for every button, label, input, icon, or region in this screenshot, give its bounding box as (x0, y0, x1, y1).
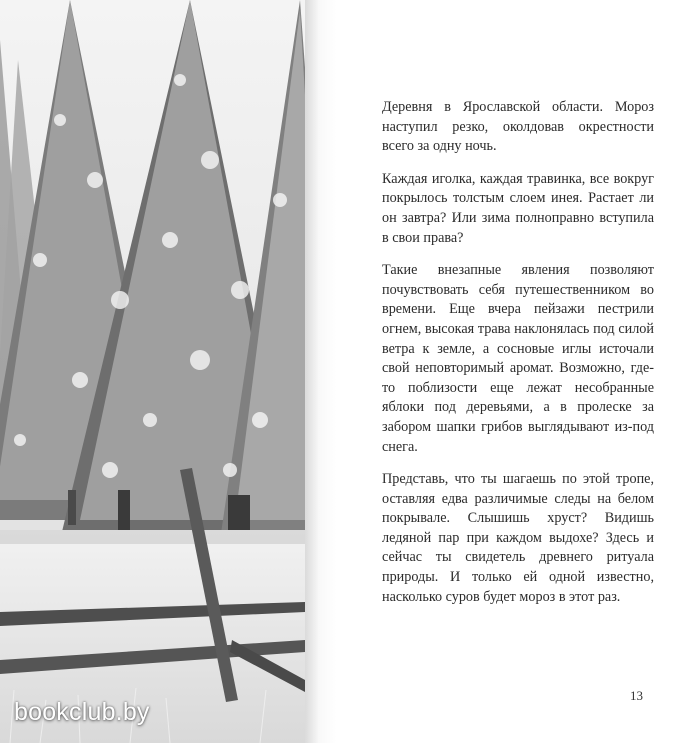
page-number: 13 (630, 688, 643, 703)
watermark-logo: bookclub.by (14, 698, 150, 726)
paragraph-3: Такие внезапные явления позволяют почувствовать себя путешественником во времени. Еще вчера пейзажи пестрили огнем, высокая трава наклонялась под силой ветра к земле, а сосновые иглы источали свой неповторимый аромат. Возможно, где-то поблизости еще лежат несобранные яблоки под деревьями, а в пролеске за забором шапки грибов выглядывают из-под снега. (382, 262, 654, 455)
frost-covered-spruce-trees-icon (0, 0, 305, 743)
paragraph-2: Каждая иголка, каждая травинка, все вокруг покрылось толстым слоем инея. Растает ли он завтра? Или зима полноправно вступила в свои права? (382, 170, 654, 246)
winter-forest-photo (0, 0, 305, 743)
book-gutter-shadow (305, 0, 319, 743)
paragraph-1: Деревня в Ярославской области. Мороз наступил резко, околдовав окрестности всего за одну ночь. (382, 99, 654, 155)
paragraph-4: Представь, что ты шагаешь по этой тропе, оставляя едва различимые следы на белом покрывале. Слышишь хруст? Видишь ледяной пар при каждом выдохе? Здесь и сейчас ты свидетель древнего ритуала природы. И только ей одной известно, насколько суров будет мороз в этот раз. (382, 471, 654, 605)
body-text (382, 98, 654, 620)
